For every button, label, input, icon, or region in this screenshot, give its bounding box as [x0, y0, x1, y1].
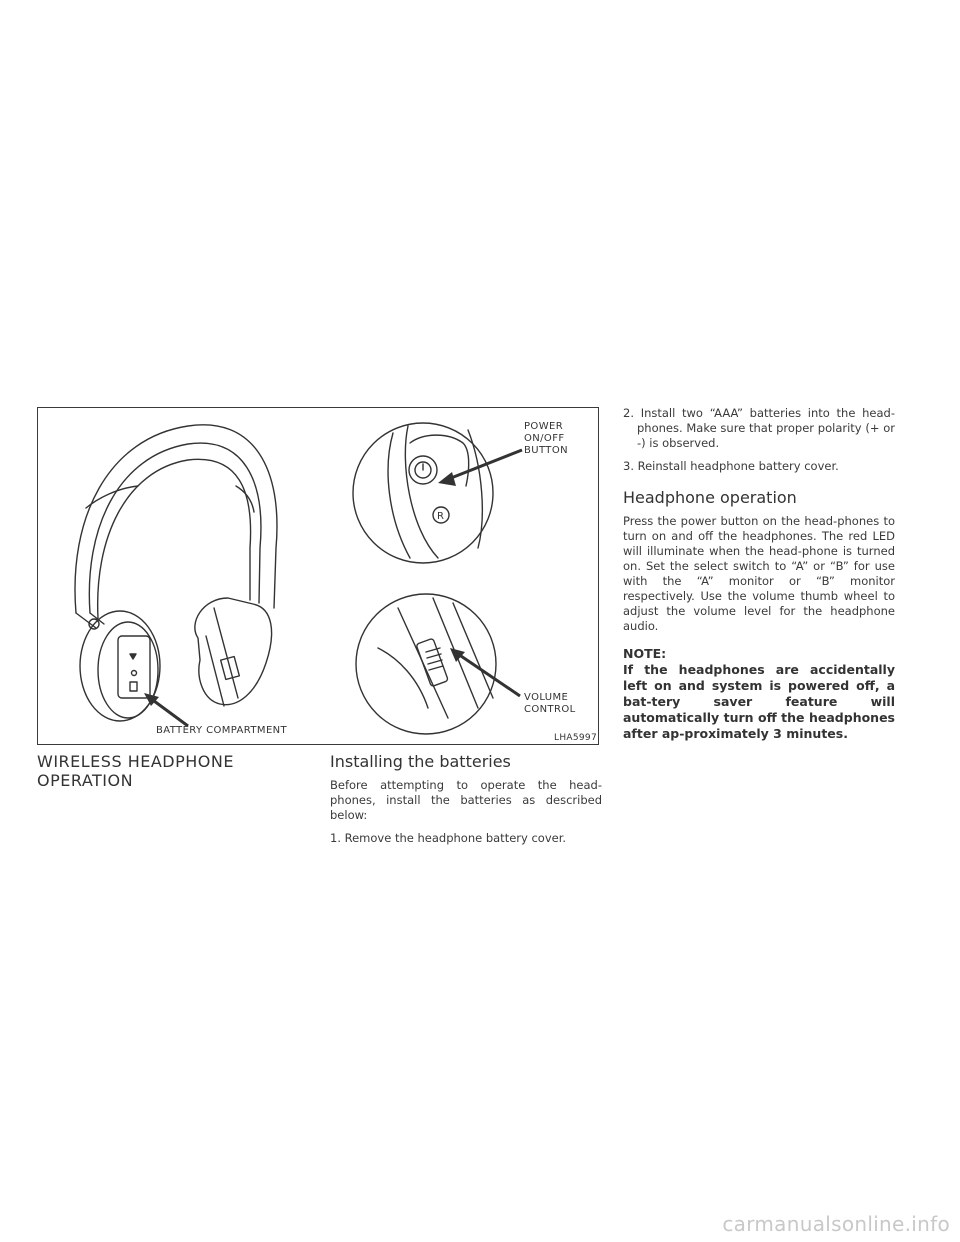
operation-body: Press the power button on the head-phones to turn on and off the headphones. The red LED will illuminate when the head-phone is turned on. Set the select switch to “A” or “B” for use with the “A” monitor or “B” monitor respectively. Use the volume thumb wheel to adjust the volume level for the headphone audio.	[623, 514, 895, 633]
battery-compartment-label: BATTERY COMPARTMENT	[156, 725, 288, 736]
installing-steps-first	[330, 831, 602, 846]
step-1: 1. Remove the headphone battery cover.	[330, 831, 567, 845]
headband-inner	[89, 443, 261, 613]
column-left	[37, 752, 287, 790]
right-ear-cup	[195, 598, 272, 705]
installing-steps-rest	[623, 406, 895, 474]
battery-compartment-door	[118, 636, 150, 698]
volume-control-label: VOLUME CONTROL	[524, 692, 576, 715]
power-button-zoom	[353, 423, 493, 563]
note-text: If the headphones are accidentally left on and system is powered off, a bat-tery saver feature will automatically turn off the headphones after ap-proximately 3 minutes.	[623, 662, 895, 741]
column-middle	[330, 752, 602, 854]
note-label: NOTE:	[623, 646, 667, 661]
step-3: 3. Reinstall headphone battery cover.	[623, 459, 839, 473]
headphone-illustration	[37, 407, 599, 745]
figure-id: LHA5997	[554, 733, 597, 743]
step-2: 2. Install two “AAA” batteries into the head-phones. Make sure that proper polarity (+ or -) is observed.	[623, 406, 895, 450]
headphone-drawing	[38, 408, 600, 746]
installing-intro: Before attempting to operate the head-phones, install the batteries as described below:	[330, 778, 602, 822]
power-button-label: POWER ON/OFF BUTTON	[524, 421, 568, 456]
column-right	[623, 406, 895, 742]
operation-title: Headphone operation	[623, 488, 797, 507]
section-title: WIRELESS HEADPHONE OPERATION	[37, 752, 234, 790]
installing-title: Installing the batteries	[330, 752, 511, 771]
svg-text:R: R	[437, 511, 444, 522]
left-ear-cup	[80, 611, 160, 721]
watermark: carmanualsonline.info	[722, 1212, 950, 1236]
headband-outer	[75, 425, 277, 613]
